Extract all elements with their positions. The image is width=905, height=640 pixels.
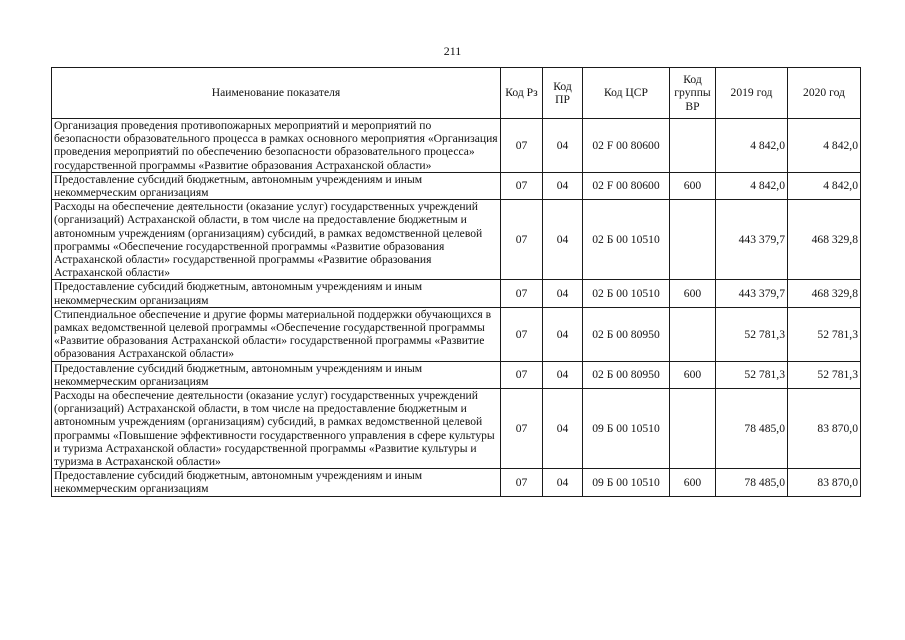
row-2020: 52 781,3 [788, 307, 861, 361]
row-csr: 02 Б 00 10510 [583, 280, 670, 307]
row-pr: 04 [543, 119, 583, 173]
row-vr [670, 200, 716, 280]
row-2019: 4 842,0 [716, 119, 788, 173]
row-csr: 02 F 00 80600 [583, 172, 670, 199]
row-name: Организация проведения противопожарных мероприятий и мероприятий по безопасности образовательного процесса в рамках основного мероприятия «Организация проведения мероприятий по обеспечению безопасности образовательного процесса» государственной программы «Развитие образования Астраханской области» [52, 119, 501, 173]
table-row [52, 119, 861, 173]
row-name: Расходы на обеспечение деятельности (оказание услуг) государственных учреждений (организаций) Астраханской области, в том числе на предоставление бюджетным и автономным учреждениям (организациям) субсидий, в рамках ведомственной целевой программы «Повышение эффективности государственного управления в сфере культуры и туризма Астраханской области» государственной программы «Развитие культуры и туризма в Астраханской области» [52, 389, 501, 469]
row-vr [670, 389, 716, 469]
row-vr: 600 [670, 361, 716, 388]
row-csr: 02 Б 00 80950 [583, 307, 670, 361]
row-vr: 600 [670, 172, 716, 199]
table-row [52, 280, 861, 307]
row-pr: 04 [543, 200, 583, 280]
page-number: 211 [443, 44, 462, 58]
header-csr: Код ЦСР [583, 68, 670, 119]
row-pr: 04 [543, 280, 583, 307]
table-row [52, 307, 861, 361]
row-pr: 04 [543, 469, 583, 496]
row-2019: 443 379,7 [716, 200, 788, 280]
row-rz: 07 [501, 307, 543, 361]
row-rz: 07 [501, 200, 543, 280]
row-2020: 4 842,0 [788, 172, 861, 199]
row-csr: 02 Б 00 80950 [583, 361, 670, 388]
row-pr: 04 [543, 389, 583, 469]
row-vr [670, 119, 716, 173]
row-vr [670, 307, 716, 361]
row-2020: 468 329,8 [788, 280, 861, 307]
row-rz: 07 [501, 469, 543, 496]
header-2019: 2019 год [716, 68, 788, 119]
row-2019: 78 485,0 [716, 469, 788, 496]
table-row [52, 172, 861, 199]
row-csr: 02 F 00 80600 [583, 119, 670, 173]
table-row [52, 389, 861, 469]
row-vr: 600 [670, 280, 716, 307]
row-csr: 09 Б 00 10510 [583, 469, 670, 496]
row-2020: 52 781,3 [788, 361, 861, 388]
row-pr: 04 [543, 172, 583, 199]
row-2020: 83 870,0 [788, 469, 861, 496]
row-2019: 443 379,7 [716, 280, 788, 307]
row-2019: 52 781,3 [716, 307, 788, 361]
row-2020: 468 329,8 [788, 200, 861, 280]
budget-table [51, 67, 861, 497]
row-2020: 83 870,0 [788, 389, 861, 469]
row-2019: 4 842,0 [716, 172, 788, 199]
row-2019: 78 485,0 [716, 389, 788, 469]
header-pr: Код ПР [543, 68, 583, 119]
row-rz: 07 [501, 280, 543, 307]
header-rz: Код Рз [501, 68, 543, 119]
header-2020: 2020 год [788, 68, 861, 119]
row-pr: 04 [543, 361, 583, 388]
row-2019: 52 781,3 [716, 361, 788, 388]
row-name: Стипендиальное обеспечение и другие формы материальной поддержки обучающихся в рамках ведомственной целевой программы «Обеспечение государственной программы «Развитие образования Астраханской области» государственной программы «Развитие образования Астраханской области» [52, 307, 501, 361]
table-header-row [52, 68, 861, 119]
table-row [52, 469, 861, 496]
row-csr: 02 Б 00 10510 [583, 200, 670, 280]
table-row [52, 200, 861, 280]
row-name: Предоставление субсидий бюджетным, автономным учреждениям и иным некоммерческим организациям [52, 280, 501, 307]
header-vr: Код группы ВР [670, 68, 716, 119]
row-rz: 07 [501, 361, 543, 388]
row-vr: 600 [670, 469, 716, 496]
table-row [52, 361, 861, 388]
row-rz: 07 [501, 389, 543, 469]
row-name: Расходы на обеспечение деятельности (оказание услуг) государственных учреждений (организаций) Астраханской области, в том числе на предоставление бюджетным и автономным учреждениям (организациям) субсидий, в рамках ведомственной целевой программы «Обеспечение государственной программы «Развитие образования Астраханской области» государственной программы «Развитие образования Астраханской области» [52, 200, 501, 280]
row-2020: 4 842,0 [788, 119, 861, 173]
row-rz: 07 [501, 119, 543, 173]
row-name: Предоставление субсидий бюджетным, автономным учреждениям и иным некоммерческим организациям [52, 361, 501, 388]
row-csr: 09 Б 00 10510 [583, 389, 670, 469]
header-name: Наименование показателя [52, 68, 501, 119]
row-pr: 04 [543, 307, 583, 361]
row-name: Предоставление субсидий бюджетным, автономным учреждениям и иным некоммерческим организациям [52, 469, 501, 496]
row-rz: 07 [501, 172, 543, 199]
row-name: Предоставление субсидий бюджетным, автономным учреждениям и иным некоммерческим организациям [52, 172, 501, 199]
